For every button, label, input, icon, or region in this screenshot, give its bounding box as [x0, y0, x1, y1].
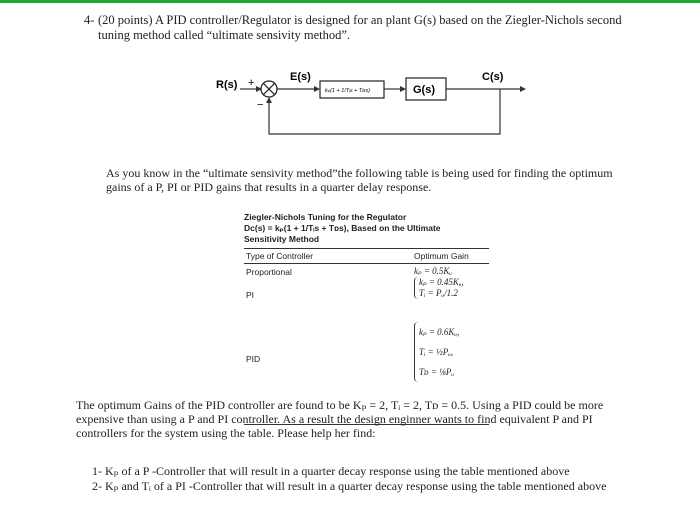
row-pid-label: PID: [246, 354, 261, 364]
row-proportional-label: Proportional: [246, 267, 292, 277]
row-proportional-gain: [414, 266, 452, 277]
pi-ti: Tᵢ = Pᵤ/1.2: [419, 288, 458, 298]
question-2-number: 2-: [92, 479, 102, 493]
table-body: [244, 264, 489, 390]
question-1-text: Kₚ of a P -Controller that will result in a quarter decay response using the table mentioned above: [105, 464, 570, 478]
input-label: R(s): [216, 79, 238, 91]
intro-paragraph: As you know in the “ultimate sensivity method”the following table is being used for finding the optimum gains of a P, PI or PID gains that results in a quarter delay response.: [106, 166, 613, 194]
header-optimum-gain: Optimum Gain: [414, 251, 469, 261]
question-item-2: [92, 479, 652, 493]
pid-td: Tᴅ = ⅛Pᵤ: [419, 367, 455, 377]
plant-label: G(s): [413, 84, 435, 96]
row-pi-gain: [414, 277, 464, 299]
question-1-number: 1-: [92, 464, 102, 478]
question-2-text: Kₚ and Tᵢ of a PI -Controller that will result in a quarter decay response using the table mentioned above: [105, 479, 607, 493]
error-arrowhead: [314, 86, 320, 92]
pid-ti: Tᵢ = ½Pᵤ,: [419, 347, 454, 357]
controller-arrowhead: [400, 86, 406, 92]
question-list: [92, 464, 652, 494]
pid-kp: kₚ = 0.6Kᵤ,: [419, 327, 460, 337]
output-label: C(s): [482, 71, 504, 83]
gains-paragraph: The optimum Gains of the PID controller are found to be Kₚ = 2, Tᵢ = 2, Tᴅ = 0.5. Using a PID could be more expensive than using a P and PI controller. As a result the design enginner wants to find equivalent P and PI controllers for the system using the table. Please help her find:: [76, 398, 604, 440]
row-pi-label: PI: [246, 290, 255, 300]
question-item-1: [92, 464, 652, 478]
header-controller-type: Type of Controller: [246, 251, 314, 261]
table-title-line-2: Dᴄ(s) = kₚ(1 + 1/Tᵢs + Tᴅs), Based on the Ultimate: [244, 223, 441, 233]
problem-number: 4-: [84, 13, 95, 27]
output-arrowhead: [520, 86, 526, 92]
top-border: [0, 0, 700, 3]
feedback-arrowhead: [266, 97, 272, 103]
controller-label: kₚ(1 + 1/Tᵢs + Tᴅs): [325, 88, 370, 94]
minus-sign: −: [257, 99, 264, 111]
table-title-line-1: Ziegler-Nichols Tuning for the Regulator: [244, 212, 407, 222]
plus-sign: +: [248, 77, 255, 89]
problem-text: (20 points) A PID controller/Regulator is designed for an plant G(s) based on the Ziegler-Nichols second tuning method called “ultimate sensivity method”.: [98, 13, 622, 42]
error-label: E(s): [290, 71, 311, 83]
proportional-kp: kₚ = 0.5Kᵤ: [414, 266, 453, 276]
pi-kp: kₚ = 0.45Kᵤ,: [419, 277, 464, 287]
problem-statement: [84, 13, 644, 43]
row-pid-gain: [414, 322, 459, 382]
table-header: [244, 248, 489, 264]
table-title-line-3: Sensitivity Method: [244, 234, 320, 244]
tuning-table: [244, 212, 489, 390]
block-diagram: [180, 62, 540, 172]
